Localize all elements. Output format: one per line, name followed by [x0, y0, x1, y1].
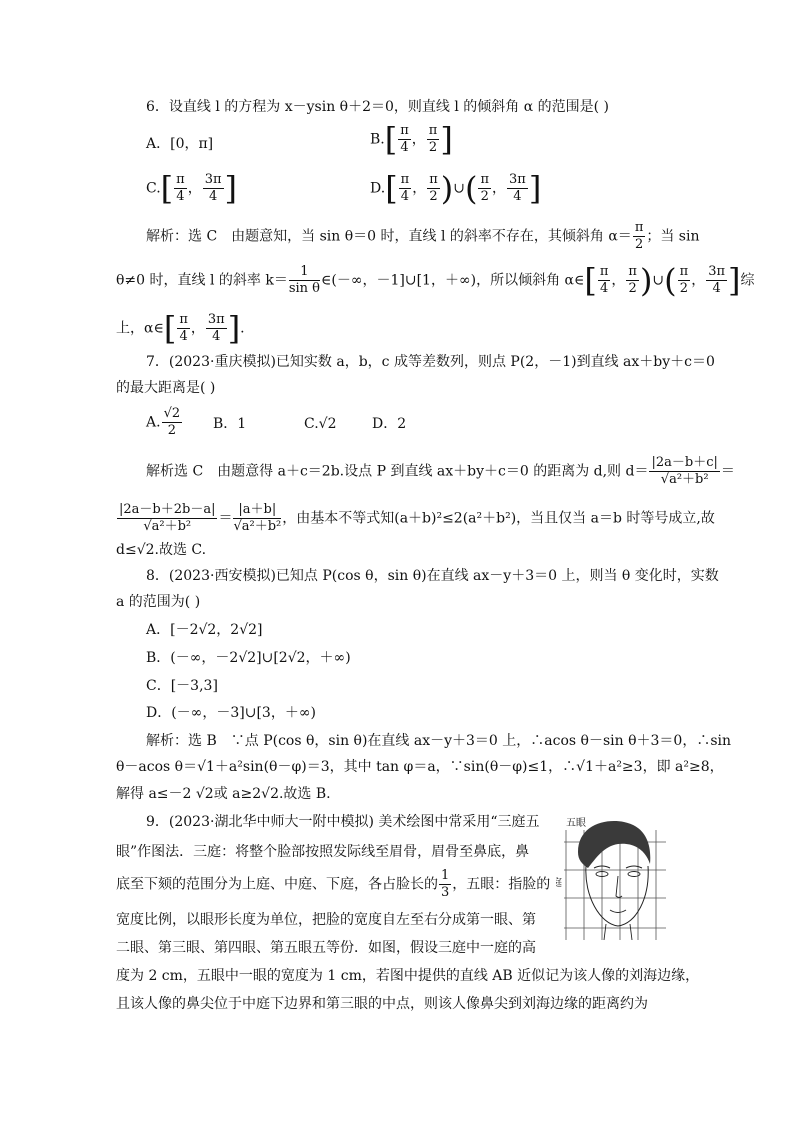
fraction: [626, 264, 639, 297]
face-outline: [586, 866, 648, 926]
q8-option-c[interactable]: C．[－3,3]: [146, 678, 218, 694]
numerator: π: [599, 264, 609, 279]
q6-option-c-letter: C.: [146, 180, 161, 197]
fraction: [427, 172, 440, 205]
bracket: [: [385, 169, 398, 208]
bracket: [: [584, 261, 597, 300]
right-brow: [626, 866, 642, 868]
fraction: [233, 502, 281, 535]
fraction: [678, 264, 691, 297]
denominator: sin θ: [288, 281, 320, 296]
denominator: 3: [441, 885, 450, 900]
numerator: π: [480, 172, 490, 187]
q7-option-d[interactable]: D．2: [372, 416, 407, 432]
numerator: √2: [163, 406, 181, 421]
numerator: 1: [289, 264, 320, 281]
comma: ，: [190, 320, 205, 337]
bracket: ]: [224, 169, 238, 208]
numerator: π: [400, 172, 410, 187]
denominator: 4: [176, 189, 185, 204]
denominator: 2: [634, 237, 644, 252]
text: ＝: [218, 510, 233, 527]
bracket: (: [664, 261, 677, 300]
denominator: 4: [212, 329, 221, 344]
comma: ，: [411, 131, 426, 148]
fraction: [206, 312, 227, 345]
comma: ，: [492, 180, 507, 197]
numerator: 1: [441, 868, 450, 883]
q6-option-a[interactable]: A．[0，π]: [146, 136, 214, 152]
fraction: [162, 406, 183, 439]
q7-stem-line2: 的最大距离是( ): [116, 380, 216, 396]
q8-option-b[interactable]: B．(－∞，－2√2]∪[2√2，＋∞): [146, 650, 351, 666]
face-drawing: [556, 812, 676, 942]
fraction: [427, 123, 440, 156]
q6-option-d[interactable]: [370, 169, 542, 208]
comma: ，: [691, 272, 706, 289]
q9-line7: 且该人像的鼻尖位于中庭下边界和第三眼的中点，则该人像鼻尖到刘海边缘的距离约为: [116, 996, 648, 1012]
numerator: π: [628, 264, 637, 279]
fraction: [633, 220, 646, 253]
denominator: 4: [400, 189, 410, 204]
fraction: [117, 502, 217, 535]
fraction: [598, 264, 611, 297]
q7-option-c[interactable]: C.√2: [304, 416, 337, 432]
numerator: π: [428, 123, 438, 138]
comma: ，: [611, 272, 626, 289]
text: θ≠0 时，直线 l 的斜率 k＝: [116, 272, 288, 289]
q8-solution-line2: θ－acos θ＝√1＋a²sin(θ－φ)＝3，其中 tan φ＝a，∵sin(θ－φ)≤1，∴√1＋a²≥3，即 a²≥8，: [116, 759, 724, 775]
q7-option-a[interactable]: [146, 406, 183, 439]
q6-option-b[interactable]: [370, 120, 453, 159]
denominator: 4: [599, 281, 609, 296]
bracket: ): [440, 169, 454, 208]
bracket: ]: [440, 120, 453, 159]
face-figure: [556, 812, 676, 942]
q7-solution-line1: [146, 455, 735, 488]
fraction: [507, 172, 528, 205]
q9-line4: 宽度比例，以眼形长度为单位，把脸的宽度自左至右分成第一眼、第: [116, 912, 536, 928]
q7-solution-line3: d≤√2.故选 C.: [116, 542, 207, 558]
text: ∈(－∞，－1]∪[1，＋∞)，所以倾斜角 α∈: [321, 272, 585, 289]
label-five-eyes: 五眼: [566, 818, 586, 829]
numerator: |2a－b＋2b－a|: [119, 502, 216, 517]
bracket: [: [160, 169, 174, 208]
q8-solution-line1: 解析：选 B ∵点 P(cos θ，sin θ)在直线 ax－y＋3＝0 上，∴acos θ－sin θ＋3＝0，∴sin: [146, 733, 732, 749]
text: .: [240, 320, 245, 337]
fraction: [399, 172, 412, 205]
q8-option-d[interactable]: D．(－∞，－3]∪[3，＋∞): [146, 705, 316, 721]
q8-option-a[interactable]: A．[－2√2，2√2]: [146, 622, 263, 638]
denominator: 2: [628, 281, 637, 296]
mouth: [610, 910, 626, 913]
numerator: π: [400, 123, 409, 138]
q9-line2: 眼”作图法．三庭：将整个脸部按照发际线至眉骨，眉骨至鼻底，鼻: [116, 844, 530, 860]
fraction: [177, 312, 190, 345]
fraction: [439, 868, 451, 901]
numerator: π: [179, 312, 188, 327]
numerator: |a＋b|: [233, 502, 281, 519]
numerator: π: [679, 264, 689, 279]
q6-option-b-letter: B.: [370, 131, 385, 148]
text: ∪: [652, 272, 665, 289]
denominator: 2: [480, 189, 489, 204]
denominator: 2: [679, 281, 689, 296]
text: 底至下颏的范围分为上庭、中庭、下庭，各占脸长的: [116, 876, 438, 893]
text: 解析选 C 由题意得 a＋c＝2b.设点 P 到直线 ax＋by＋c＝0 的距离为 d,则 d＝: [146, 463, 649, 480]
numerator: π: [634, 220, 644, 235]
q6-solution-line3: [116, 309, 245, 348]
fraction: [478, 172, 491, 205]
q7-option-b[interactable]: B．1: [213, 416, 247, 432]
numerator: 3π: [207, 312, 225, 327]
bracket: ): [639, 261, 653, 300]
label-three-courts: 庭: [556, 878, 562, 889]
comma: ，: [187, 180, 202, 197]
denominator: √a²＋b²: [233, 519, 282, 534]
text: 综: [740, 272, 755, 289]
fraction: [398, 123, 411, 156]
bracket: (: [464, 169, 478, 208]
q8-solution-line3: 解得 a≤－2 √2或 a≥2√2.故选 B.: [116, 786, 331, 802]
union-symbol: ∪: [453, 180, 465, 197]
q9-line3: [116, 868, 550, 901]
denominator: 4: [400, 140, 409, 155]
q9-line6: 度为 2 cm，五眼中一眼的宽度为 1 cm，若图中提供的直线 AB 近似记为该人像的刘海边缘，: [116, 968, 700, 984]
q7-solution-line2: [116, 502, 715, 535]
nose: [616, 876, 622, 898]
numerator: |2a－b＋c|: [651, 455, 718, 470]
text: ＝: [720, 463, 735, 480]
q8-stem-line2: a 的范围为( ): [116, 594, 201, 610]
denominator: √a²＋b²: [660, 472, 709, 487]
numerator: 3π: [204, 172, 222, 187]
denominator: 2: [429, 189, 438, 204]
denominator: 2: [428, 140, 438, 155]
numerator: π: [429, 172, 438, 187]
fraction: [174, 172, 187, 205]
text: ，五眼：指脸的: [452, 876, 551, 893]
q6-option-c[interactable]: [146, 169, 238, 208]
fraction: [649, 455, 719, 488]
q6-stem: 6．设直线 l 的方程为 x－ysin θ＋2＝0，则直线 l 的倾斜角 α 的范围是( ): [146, 99, 610, 115]
numerator: 3π: [708, 264, 726, 279]
bracket: ]: [227, 309, 241, 348]
denominator: 4: [712, 281, 721, 296]
fraction: [289, 264, 320, 297]
text: ；当 sin: [646, 228, 700, 245]
bracket: ]: [728, 261, 741, 300]
denominator: 4: [208, 189, 218, 204]
denominator: 4: [179, 329, 188, 344]
q6-option-d-letter: D.: [370, 180, 386, 197]
fraction: [203, 172, 224, 205]
q7-stem-line1: 7．(2023·重庆模拟)已知实数 a，b，c 成等差数列，则点 P(2，－1)到直线 ax＋by＋c＝0: [146, 354, 715, 370]
numerator: π: [176, 172, 185, 187]
denominator: √a²＋b²: [143, 519, 192, 534]
q9-line5: 二眼、第三眼、第四眼、第五眼五等份．如图，假设三庭中一庭的高: [116, 940, 536, 956]
comma: ，: [412, 180, 427, 197]
text: 上，α∈: [116, 320, 164, 337]
bracket: [: [384, 120, 398, 159]
bracket: ]: [528, 169, 542, 208]
denominator: 4: [513, 189, 522, 204]
q6-solution-line1: [146, 220, 700, 253]
q8-stem-line1: 8．(2023·西安模拟)已知点 P(cos θ，sin θ)在直线 ax－y＋3＝0 上，则当 θ 变化时，实数: [146, 568, 719, 584]
hair-shape: [578, 821, 650, 868]
denominator: 2: [167, 423, 176, 438]
fraction: [706, 264, 727, 297]
text: 解析：选 C 由题意知，当 sin θ＝0 时，直线 l 的斜率不存在，其倾斜角 α＝: [146, 228, 632, 245]
text: ，由基本不等式知(a＋b)²≤2(a²＋b²)，当且仅当 a＝b 时等号成立,故: [282, 510, 715, 527]
numerator: 3π: [509, 172, 526, 187]
q7-option-a-letter: A.: [146, 414, 161, 431]
q9-line1: 9．(2023·湖北华中师大一附中模拟) 美术绘图中常采用“三庭五: [146, 814, 540, 830]
q6-solution-line2: [116, 261, 755, 300]
bracket: [: [163, 309, 177, 348]
